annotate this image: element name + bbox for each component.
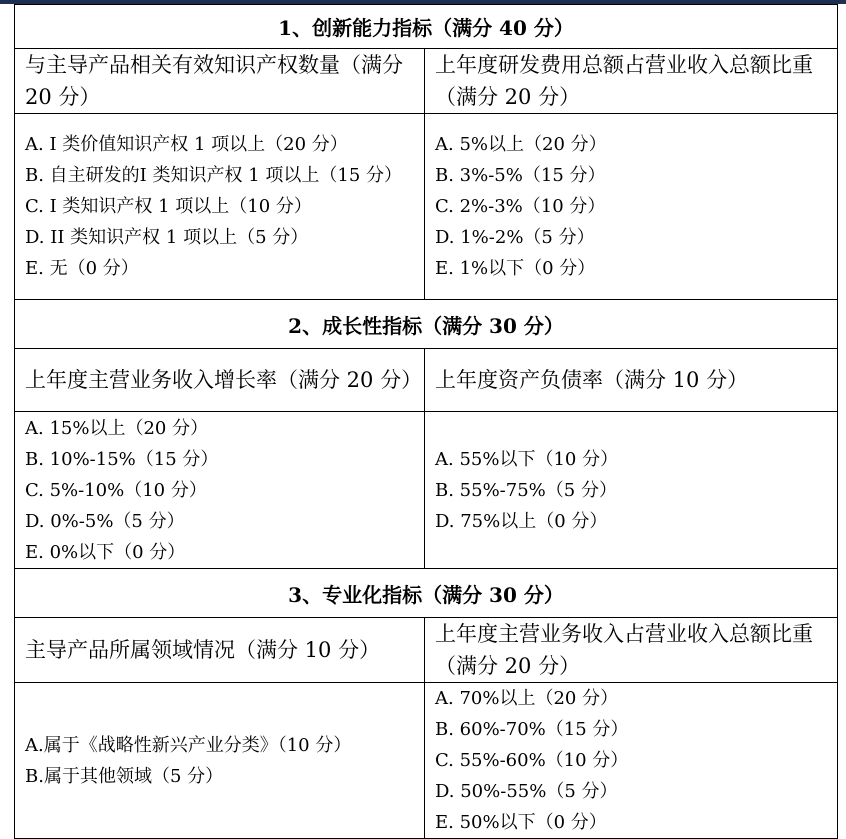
options-left xyxy=(15,683,425,839)
option-item: B. 55%-75%（5 分） xyxy=(435,479,617,501)
options-right xyxy=(425,683,838,839)
section-title: 1、创新能力指标（满分 40 分） xyxy=(15,5,838,49)
option-item: B.属于其他领域（5 分） xyxy=(25,765,224,787)
indicator-header-row xyxy=(15,349,838,412)
option-item: B. 自主研发的I 类知识产权 1 项以上（15 分） xyxy=(25,165,403,186)
option-item: D. II 类知识产权 1 项以上（5 分） xyxy=(25,227,309,248)
option-item: E. 0%以下（0 分） xyxy=(25,541,186,563)
options-row xyxy=(15,683,838,839)
section-title: 2、成长性指标（满分 30 分） xyxy=(15,300,838,349)
options-row xyxy=(15,412,838,569)
option-item: A.属于《战略性新兴产业分类》（10 分） xyxy=(25,734,352,756)
option-item: D. 0%-5%（5 分） xyxy=(25,510,185,532)
option-item: E. 1%以下（0 分） xyxy=(435,258,596,279)
indicator-header-left: 主导产品所属领域情况（满分 10 分） xyxy=(15,618,425,683)
option-item: A. 70%以上（20 分） xyxy=(435,688,619,709)
options-right xyxy=(425,114,838,300)
indicator-header-left: 与主导产品相关有效知识产权数量（满分 20 分） xyxy=(15,49,425,114)
section-title: 3、专业化指标（满分 30 分） xyxy=(15,569,838,618)
indicator-header-right: 上年度主营业务收入占营业收入总额比重（满分 20 分） xyxy=(425,618,838,683)
option-item: A. 15%以上（20 分） xyxy=(25,417,209,439)
scoring-table xyxy=(14,4,838,839)
option-item: A. I 类价值知识产权 1 项以上（20 分） xyxy=(25,134,348,155)
options-right xyxy=(425,412,838,569)
option-item: A. 5%以上（20 分） xyxy=(435,134,607,155)
option-item: E. 50%以下（0 分） xyxy=(435,812,607,833)
section-title-row xyxy=(15,300,838,349)
options-left xyxy=(15,114,425,300)
option-item: B. 3%-5%（15 分） xyxy=(435,165,606,186)
option-item: C. I 类知识产权 1 项以上（10 分） xyxy=(25,196,312,217)
option-item: B. 10%-15%（15 分） xyxy=(25,448,219,470)
options-row xyxy=(15,114,838,300)
option-item: C. 2%-3%（10 分） xyxy=(435,196,606,217)
section-title-row xyxy=(15,569,838,618)
indicator-header-row xyxy=(15,49,838,114)
option-item: D. 75%以上（0 分） xyxy=(435,510,608,532)
indicator-header-row xyxy=(15,618,838,683)
section-title-row xyxy=(15,5,838,49)
options-left xyxy=(15,412,425,569)
indicator-header-left: 上年度主营业务收入增长率（满分 20 分） xyxy=(15,349,425,412)
indicator-header-right: 上年度资产负债率（满分 10 分） xyxy=(425,349,838,412)
option-item: C. 55%-60%（10 分） xyxy=(435,750,629,771)
option-item: B. 60%-70%（15 分） xyxy=(435,719,629,740)
option-item: C. 5%-10%（10 分） xyxy=(25,479,207,501)
option-item: D. 1%-2%（5 分） xyxy=(435,227,595,248)
option-item: E. 无（0 分） xyxy=(25,258,139,279)
option-item: D. 50%-55%（5 分） xyxy=(435,781,618,802)
option-item: A. 55%以下（10 分） xyxy=(435,448,619,470)
indicator-header-right: 上年度研发费用总额占营业收入总额比重（满分 20 分） xyxy=(425,49,838,114)
